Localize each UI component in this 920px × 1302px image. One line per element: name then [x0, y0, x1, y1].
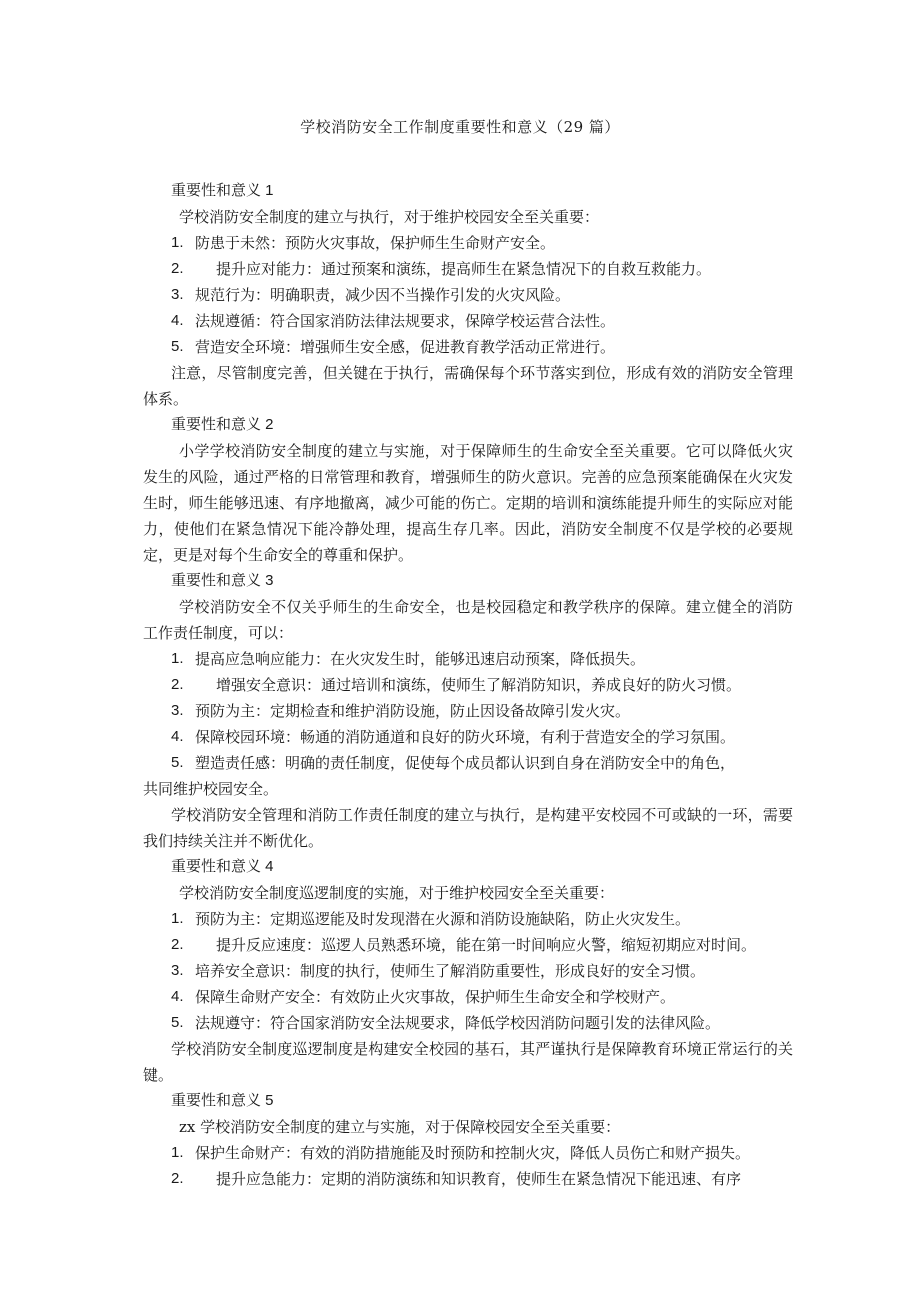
- list-text: 预防为主：定期巡逻能及时发现潜在火源和消防设施缺陷，防止火灾发生。: [195, 910, 691, 928]
- list-text: 保护生命财产：有效的消防措施能及时预防和控制火灾，降低人员伤亡和财产损失。: [195, 1144, 751, 1162]
- list-number: 1.: [171, 650, 184, 667]
- list-number: 3.: [171, 702, 184, 719]
- list-text: 法规遵守：符合国家消防安全法规要求，降低学校因消防问题引发的法律风险。: [195, 1014, 721, 1032]
- list-text: 塑造责任感：明确的责任制度，促使每个成员都认识到自身在消防安全中的角色，: [195, 754, 736, 772]
- list-item: [143, 282, 793, 308]
- list-item: [143, 1166, 793, 1192]
- list-text: 培养安全意识：制度的执行，使师生了解消防重要性，形成良好的安全习惯。: [195, 962, 706, 980]
- list-number: 4.: [171, 728, 184, 745]
- list-item: [143, 334, 793, 360]
- list-text: 提升反应速度：巡逻人员熟悉环境，能在第一时间响应火警，缩短初期应对时间。: [216, 936, 757, 954]
- section-heading: 重要性和意义 3: [171, 572, 274, 589]
- list-number: 5.: [171, 338, 184, 355]
- list-item: [143, 698, 793, 724]
- list-text: 营造安全环境：增强师生安全感，促进教育教学活动正常进行。: [195, 338, 616, 356]
- list-item: [143, 672, 793, 698]
- section-intro: zx 学校消防安全制度的建立与实施，对于保障校园安全至关重要：: [179, 1118, 621, 1136]
- list-text: 法规遵循：符合国家消防法律法规要求，保障学校运营合法性。: [195, 312, 616, 330]
- list-number: 4.: [171, 988, 184, 1005]
- list-number: 2.: [171, 260, 184, 277]
- document-title: 学校消防安全工作制度重要性和意义（29 篇）: [300, 118, 620, 136]
- list-item: [143, 308, 793, 334]
- list-number: 3.: [171, 286, 184, 303]
- list-text-continuation: 共同维护校园安全。: [143, 780, 279, 798]
- list-item: [143, 1010, 793, 1036]
- list-text: 保障校园环境：畅通的消防通道和良好的防火环境，有利于营造安全的学习氛围。: [195, 728, 736, 746]
- list-text: 提升应急能力：定期的消防演练和知识教育，使师生在紧急情况下能迅速、有序: [216, 1170, 742, 1188]
- document-body: [143, 178, 793, 1192]
- section-heading: 重要性和意义 4: [171, 858, 274, 875]
- list-number: 2.: [171, 1170, 184, 1187]
- list-number: 5.: [171, 754, 184, 771]
- list-item: [143, 906, 793, 932]
- list-number: 2.: [171, 676, 184, 693]
- list-item: [143, 724, 793, 750]
- section-closing: 注意，尽管制度完善，但关键在于执行，需确保每个环节落实到位，形成有效的消防安全管理体系。: [143, 364, 793, 408]
- section-body: 小学学校消防安全制度的建立与实施，对于保障师生的生命安全至关重要。它可以降低火灾发生的风险，通过严格的日常管理和教育，增强师生的防火意识。完善的应急预案能确保在火灾发生时，师生能够迅速、有序地撤离，减少可能的伤亡。定期的培训和演练能提升师生的实际应对能力，使他们在紧急情况下能冷静处理，提高生存几率。因此，消防安全制度不仅是学校的必要规定，更是对每个生命安全的尊重和保护。: [143, 442, 793, 564]
- list-number: 5.: [171, 1014, 184, 1031]
- list-number: 1.: [171, 234, 184, 251]
- list-text: 预防为主：定期检查和维护消防设施，防止因设备故障引发火灾。: [195, 702, 631, 720]
- section-heading: 重要性和意义 5: [171, 1092, 274, 1109]
- list-number: 3.: [171, 962, 184, 979]
- list-text: 提升应对能力：通过预案和演练，提高师生在紧急情况下的自救互救能力。: [216, 260, 712, 278]
- list-text: 规范行为：明确职责，减少因不当操作引发的火灾风险。: [195, 286, 571, 304]
- list-text: 防患于未然：预防火灾事故，保护师生生命财产安全。: [195, 234, 556, 252]
- section-closing: 学校消防安全制度巡逻制度是构建安全校园的基石，其严谨执行是保障教育环境正常运行的关键。: [143, 1040, 793, 1084]
- list-number: 1.: [171, 1144, 184, 1161]
- list-text: 提高应急响应能力：在火灾发生时，能够迅速启动预案，降低损失。: [195, 650, 646, 668]
- section-intro: 学校消防安全制度巡逻制度的实施，对于维护校园安全至关重要：: [179, 884, 615, 902]
- list-number: 1.: [171, 910, 184, 927]
- list-item: [143, 1140, 793, 1166]
- section-heading: 重要性和意义 1: [171, 182, 274, 199]
- list-item: [143, 984, 793, 1010]
- section-heading: 重要性和意义 2: [171, 416, 274, 433]
- section-intro: 学校消防安全不仅关乎师生的生命安全，也是校园稳定和教学秩序的保障。建立健全的消防工作责任制度，可以：: [143, 598, 793, 642]
- list-text: 保障生命财产安全：有效防止火灾事故，保护师生生命安全和学校财产。: [195, 988, 676, 1006]
- list-number: 4.: [171, 312, 184, 329]
- section-closing: 学校消防安全管理和消防工作责任制度的建立与执行，是构建平安校园不可或缺的一环，需要我们持续关注并不断优化。: [143, 806, 793, 850]
- section-intro: 学校消防安全制度的建立与执行，对于维护校园安全至关重要：: [179, 208, 600, 226]
- list-item: [143, 230, 793, 256]
- list-item: [143, 932, 793, 958]
- list-item: [143, 646, 793, 672]
- list-item: [143, 750, 793, 776]
- list-item: [143, 256, 793, 282]
- list-text: 增强安全意识：通过培训和演练，使师生了解消防知识，养成良好的防火习惯。: [216, 676, 742, 694]
- list-item: [143, 958, 793, 984]
- list-number: 2.: [171, 936, 184, 953]
